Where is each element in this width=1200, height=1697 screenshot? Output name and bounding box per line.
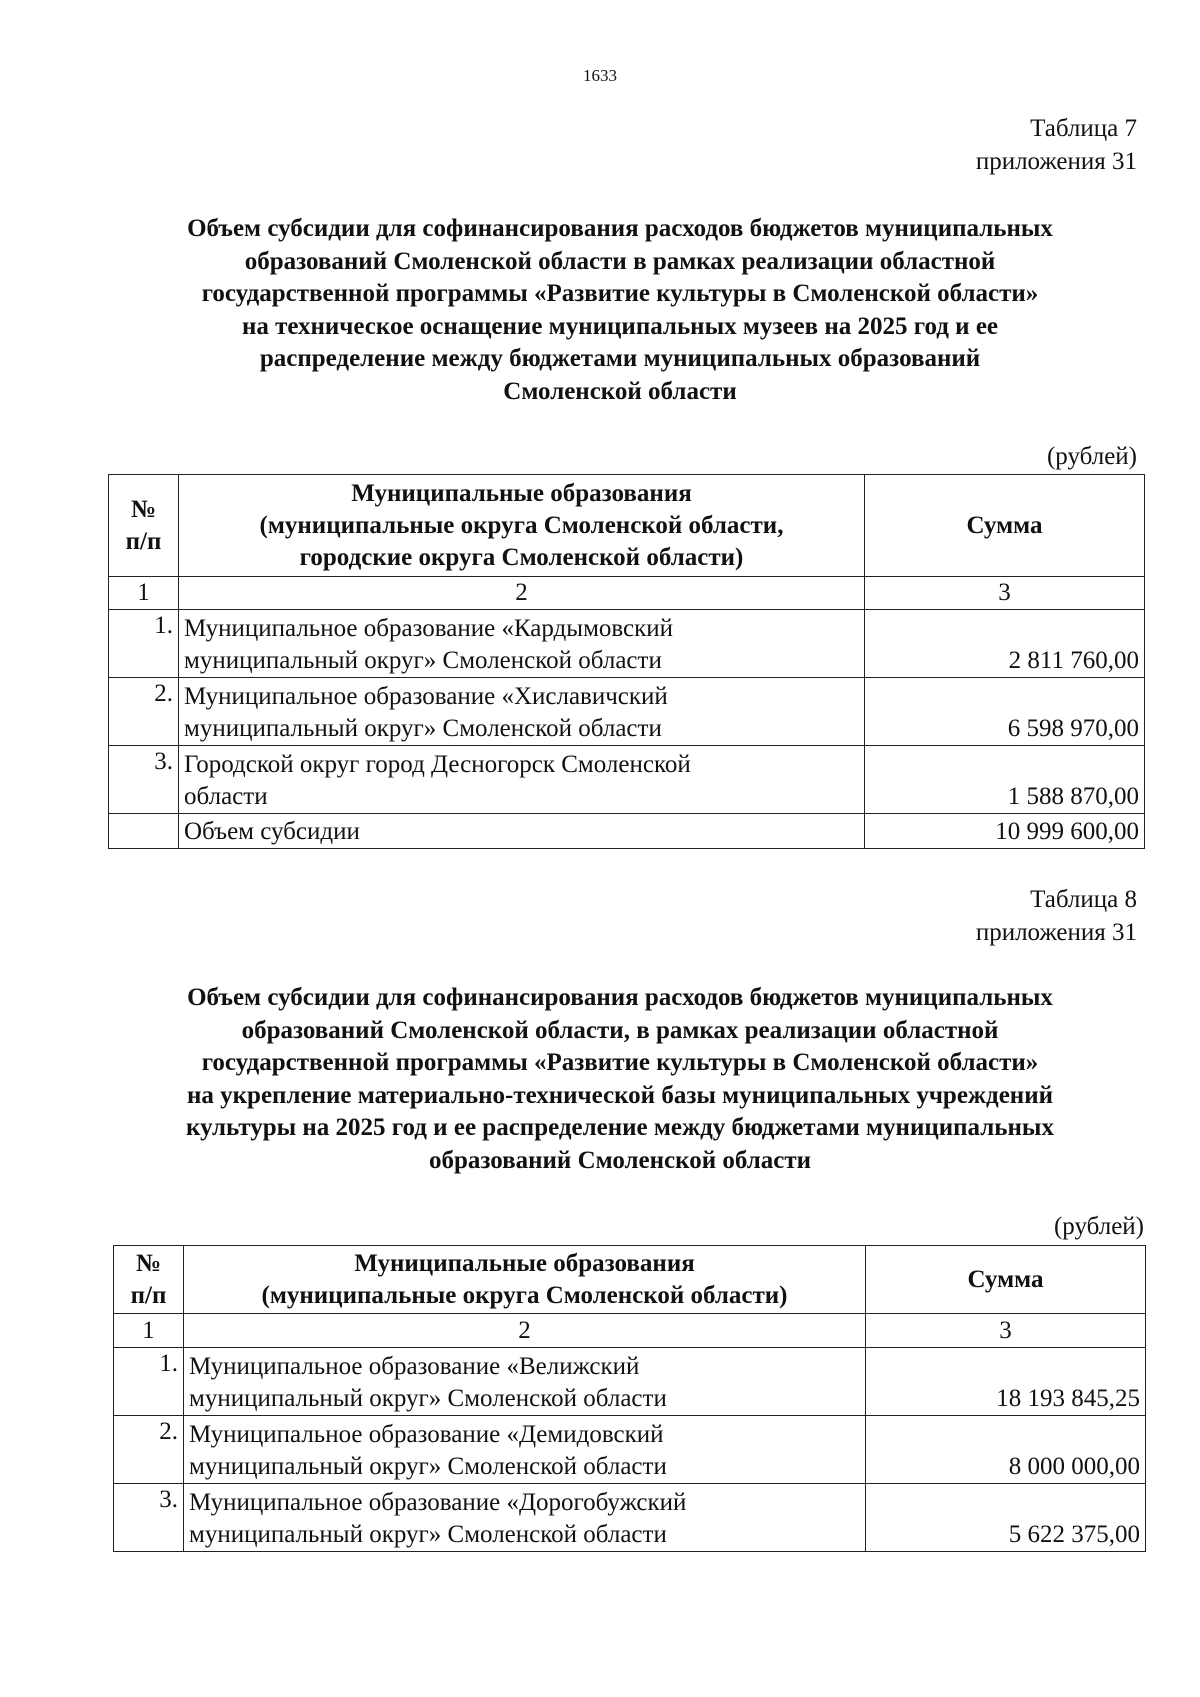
- row-name-line2: муниципальный округ» Смоленской области: [189, 1385, 667, 1412]
- row-name-line1: Муниципальное образование «Хиславичский: [184, 683, 668, 710]
- table7-colnum-row: [109, 577, 1145, 610]
- header-num: [109, 475, 179, 577]
- table8-title: [110, 982, 1130, 1177]
- row-name: [184, 1484, 866, 1552]
- title-line: государственной программы «Развитие культуры в Смоленской области»: [201, 1049, 1039, 1076]
- table8-label-line2: приложения 31: [975, 919, 1137, 946]
- table7-title: [110, 213, 1130, 408]
- table7-label: [976, 112, 1137, 178]
- header-name-line1: Муниципальные образования: [351, 479, 692, 507]
- table8-header-row: [114, 1246, 1146, 1314]
- title-line: Объем субсидии для софинансирования расходов бюджетов муниципальных: [187, 215, 1053, 242]
- header-num-line1: №: [135, 1249, 162, 1277]
- table-row: [114, 1484, 1146, 1552]
- row-name-line1: Муниципальное образование «Велижский: [189, 1353, 640, 1380]
- table7-header-row: [109, 475, 1145, 577]
- row-name: [179, 678, 865, 746]
- header-name-line2: (муниципальные округа Смоленской области): [261, 1281, 788, 1309]
- colnum-cell: 2: [179, 577, 865, 610]
- total-empty-cell: [109, 814, 179, 849]
- table8-label: [976, 883, 1137, 949]
- row-sum: 2 811 760,00: [865, 610, 1145, 678]
- row-name: [179, 746, 865, 814]
- title-line: на укрепление материально-технической базы муниципальных учреждений: [186, 1081, 1054, 1109]
- row-number: 1.: [109, 610, 179, 678]
- header-name: [184, 1246, 866, 1314]
- header-sum: Сумма: [865, 475, 1145, 577]
- table7-label-line1: Таблица 7: [1030, 115, 1137, 142]
- row-number: 2.: [114, 1416, 184, 1484]
- table-row: [109, 610, 1145, 678]
- row-number: 3.: [109, 746, 179, 814]
- header-num: [114, 1246, 184, 1314]
- colnum-cell: 1: [114, 1314, 184, 1348]
- table8-colnum-row: [114, 1314, 1146, 1348]
- header-num-line1: №: [130, 495, 157, 523]
- title-line: образований Смоленской области, в рамках реализации областной: [241, 1016, 999, 1044]
- title-line: распределение между бюджетами муниципальных образований: [259, 345, 981, 372]
- title-line: на техническое оснащение муниципальных музеев на 2025 год и ее: [241, 312, 999, 340]
- row-name-line1: Городской округ город Десногорск Смоленской: [184, 751, 691, 778]
- row-name: [184, 1348, 866, 1416]
- colnum-cell: 1: [109, 577, 179, 610]
- table7-unit: (рублей): [1046, 443, 1137, 470]
- header-sum: Сумма: [866, 1246, 1146, 1314]
- row-sum: 1 588 870,00: [865, 746, 1145, 814]
- row-sum: 6 598 970,00: [865, 678, 1145, 746]
- row-name-line1: Муниципальное образование «Демидовский: [189, 1421, 664, 1448]
- row-name-line2: области: [184, 783, 268, 810]
- table-row: [109, 678, 1145, 746]
- row-sum: 8 000 000,00: [866, 1416, 1146, 1484]
- header-name-line1: Муниципальные образования: [354, 1249, 695, 1277]
- row-name: [184, 1416, 866, 1484]
- table8: [113, 1245, 1146, 1552]
- table-row: [114, 1416, 1146, 1484]
- title-line: культуры на 2025 год и ее распределение между бюджетами муниципальных: [186, 1114, 1054, 1141]
- table7: [108, 474, 1145, 849]
- header-name-line3: городские округа Смоленской области): [299, 543, 744, 571]
- title-line: Смоленской области: [503, 377, 737, 405]
- title-line: образований Смоленской области: [428, 1146, 812, 1174]
- total-sum: 10 999 600,00: [865, 814, 1145, 849]
- page-number: 1633: [583, 66, 617, 85]
- colnum-cell: 3: [866, 1314, 1146, 1348]
- row-number: 1.: [114, 1348, 184, 1416]
- table7-label-line2: приложения 31: [975, 148, 1137, 175]
- table8-unit: (рублей): [1053, 1213, 1144, 1240]
- title-line: образований Смоленской области в рамках реализации областной: [244, 247, 996, 275]
- row-name-line2: муниципальный округ» Смоленской области: [189, 1521, 667, 1548]
- row-sum: 18 193 845,25: [866, 1348, 1146, 1416]
- row-name-line2: муниципальный округ» Смоленской области: [184, 715, 662, 742]
- row-name-line2: муниципальный округ» Смоленской области: [184, 647, 662, 674]
- row-name-line1: Муниципальное образование «Дорогобужский: [189, 1489, 687, 1516]
- header-name-line2: (муниципальные округа Смоленской области,: [259, 511, 784, 539]
- row-sum: 5 622 375,00: [866, 1484, 1146, 1552]
- row-name: [179, 610, 865, 678]
- header-num-line2: п/п: [130, 1281, 167, 1309]
- row-number: 3.: [114, 1484, 184, 1552]
- row-name-line2: муниципальный округ» Смоленской области: [189, 1453, 667, 1480]
- table-row: [109, 746, 1145, 814]
- colnum-cell: 3: [865, 577, 1145, 610]
- table7-total-row: [109, 814, 1145, 849]
- header-num-line2: п/п: [125, 527, 162, 555]
- colnum-cell: 2: [184, 1314, 866, 1348]
- header-name: [179, 475, 865, 577]
- table8-label-line1: Таблица 8: [1030, 886, 1137, 913]
- row-number: 2.: [109, 678, 179, 746]
- total-label: Объем субсидии: [179, 814, 865, 849]
- table-row: [114, 1348, 1146, 1416]
- title-line: Объем субсидии для софинансирования расходов бюджетов муниципальных: [187, 984, 1053, 1011]
- row-name-line1: Муниципальное образование «Кардымовский: [184, 615, 674, 642]
- title-line: государственной программы «Развитие культуры в Смоленской области»: [201, 280, 1039, 307]
